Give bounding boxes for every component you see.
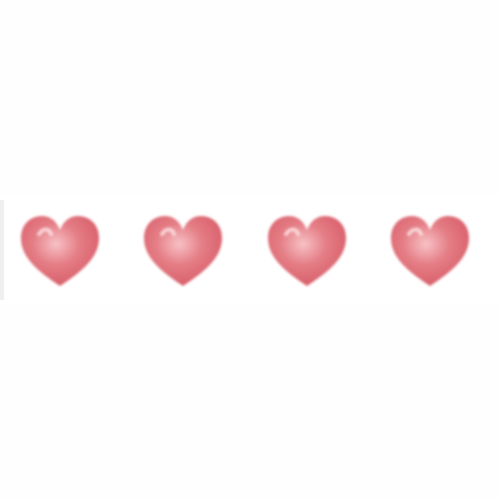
strip-edge-shadow [0, 200, 4, 300]
heart-icon [387, 212, 473, 290]
heart-icon [140, 212, 226, 290]
heart-icon [17, 212, 103, 290]
heart-icon [264, 212, 350, 290]
